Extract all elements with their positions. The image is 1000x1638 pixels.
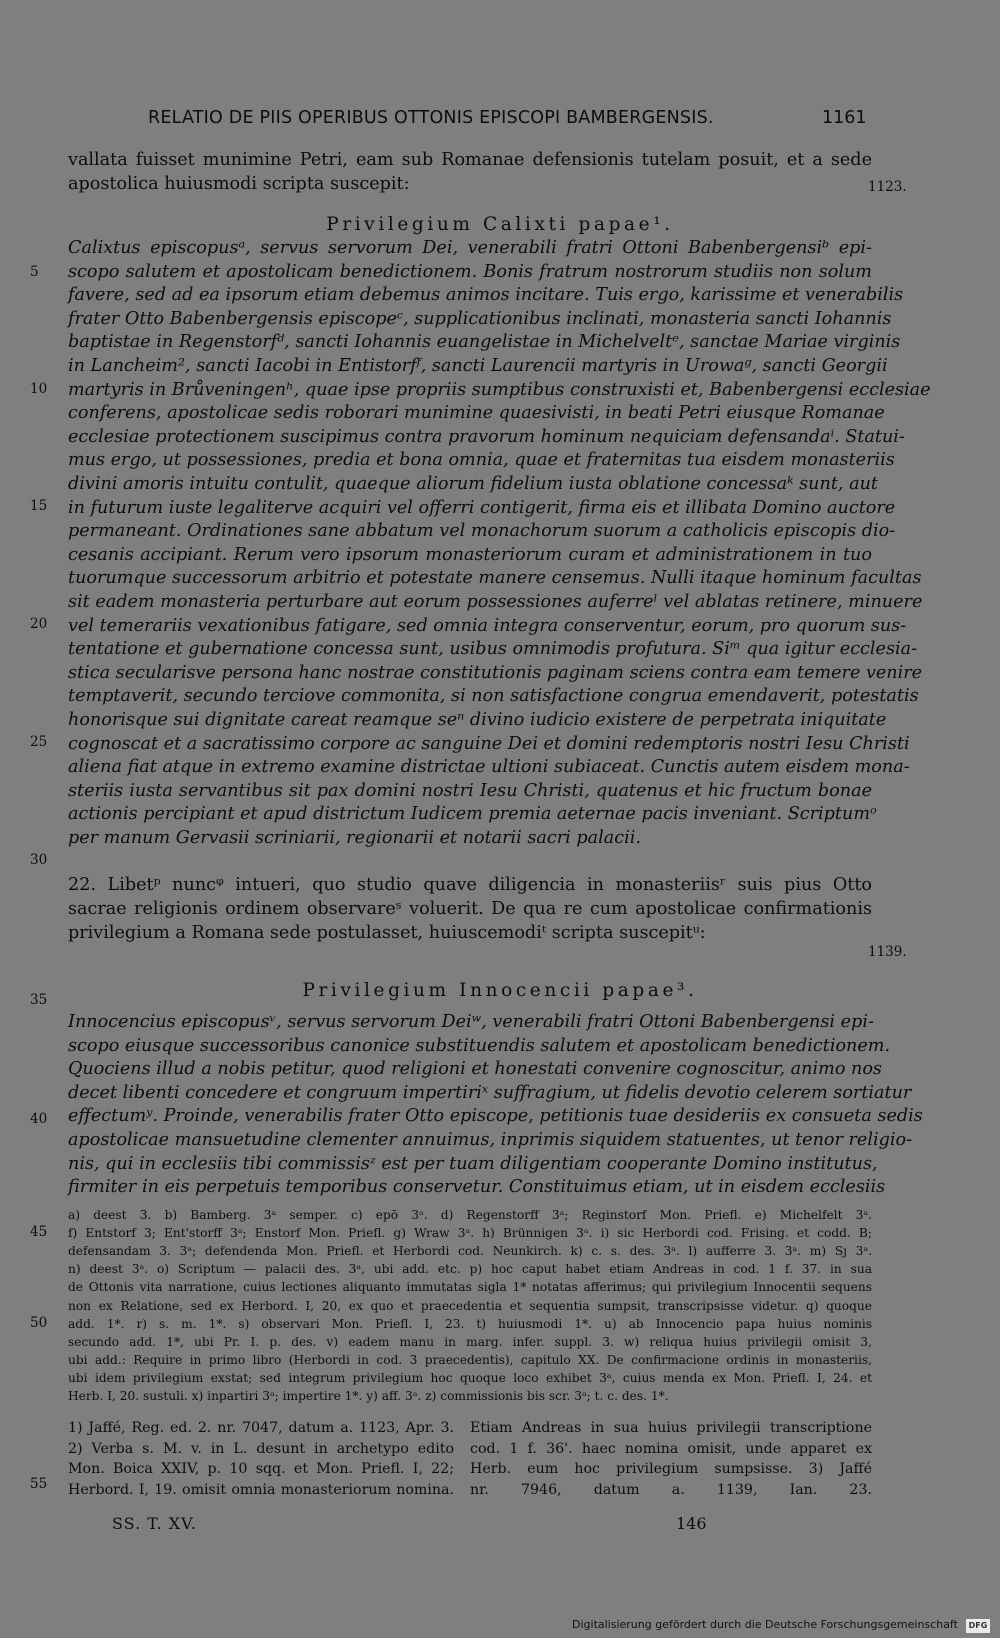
main-text-line: vallata fuisset munimine Petri, eam sub Romanae defensionis tutelam posuit, et a sede (68, 150, 872, 170)
footnote-left-line: Mon. Boica XXIV, p. 10 sqq. et Mon. Priefl. I, 22; (68, 1461, 454, 1477)
signature-mark: SS. T. XV. (112, 1514, 197, 1533)
privilege-text-line: in Lancheim², sancti Iacobi in Entistorfᶠ, sancti Laurencii martyris in Urowaᵍ, sancti Georgii (68, 356, 888, 376)
line-number: 50 (30, 1315, 48, 1331)
privilege-text-line: favere, sed ad ea ipsorum etiam debemus animos incitare. Tuis ergo, karissime et venerabilis (68, 285, 904, 306)
privilege-text-line: scopo salutem et apostolicam benedictionem. Bonis fratrum nostrorum studiis non solum (68, 261, 872, 282)
footnote-right-line: nr. 7946, datum a. 1139, Ian. 23. (470, 1481, 872, 1498)
main-text-line: apostolica huiusmodi scripta suscepit: (68, 174, 410, 194)
dfg-logo: DFG (966, 1619, 990, 1633)
privilege-text-line: tentatione et gubernatione concessa sunt, usibus omnimodis profutura. Siᵐ qua igitur ecclesia- (68, 639, 918, 660)
running-header-title: RELATIO DE PIIS OPERIBUS OTTONIS EPISCOPI BAMBERGENSIS. (148, 108, 714, 128)
digitization-note: Digitalisierung gefördert durch die Deutsche Forschungsgemeinschaft (572, 1618, 958, 1631)
privilege-text-line: baptistae in Regenstorfᵈ, sancti Iohannis euangelistae in Michelveltᵉ, sanctae Mariae virginis (68, 332, 901, 353)
critical-apparatus-line: defensandam 3. 3ᵃ; defendenda Mon. Priefl. et Herbordi cod. Neunkirch. k) c. s. des. 3ᵃ. l) aufferre 3. 3ᵃ. m) Sȷ 3ᵃ. (68, 1244, 872, 1259)
running-header-page-number: 1161 (822, 108, 867, 128)
privilege-text-line: sit eadem monasteria perturbare aut eorum possessiones auferreˡ vel ablatas retinere, minuere (68, 592, 923, 612)
line-number: 45 (30, 1224, 48, 1240)
privilege-text-line: tuorumque successorum arbitrio et potestate manere censemus. Nulli itaque hominum facultas (68, 568, 922, 589)
footnote-right-line: Herb. eum hoc privilegium sumpsisse. 3) Jaffé (470, 1461, 872, 1477)
critical-apparatus-line: ubi add.: Require in primo libro (Herbordi in cod. 3 praecedentis), capitulo XX. De confirmacione ordinis in monasteriis, (68, 1352, 872, 1367)
line-number: 40 (30, 1111, 48, 1127)
privilege-text-line: divini amoris intuitu contulit, quaeque aliorum fidelium iusta oblatione concessaᵏ sunt, aut (68, 474, 878, 494)
critical-apparatus-line: secundo add. 1*, ubi Pr. I. p. des. v) eadem manu in marg. infer. suppl. 3. w) reliqua huius privilegii omisit 3, (68, 1334, 872, 1349)
privilege-text-line: Innocencius episcopusᵛ, servus servorum Deiʷ, venerabili fratri Ottoni Babenbergensi epi- (68, 1012, 874, 1032)
footnote-right-line: Etiam Andreas in sua huius privilegii transcriptione (470, 1420, 872, 1436)
paragraph-22-line: 22. Libetᵖ nuncᵠ intueri, quo studio quave diligencia in monasteriisʳ suis pius Otto (68, 875, 872, 895)
privilege-text-line: honorisque sui dignitate careat reamque seⁿ divino iudicio existere de perpetrata iniquitate (68, 710, 887, 730)
privilege-text-line: martyris in Brůveningenʰ, quae ipse propriis sumptibus construxisti et, Babenbergensi ecclesiae (68, 379, 931, 400)
privilege-text-line: scopo eiusque successoribus canonice substituendis salutem et apostolicam benedictionem. (68, 1035, 891, 1056)
line-number: 5 (30, 264, 39, 280)
privilege-heading: Privilegium Calixti papae¹. (326, 214, 674, 235)
privilege-text-line: conferens, apostolicae sedis roborari munimine quaesivisti, in beati Petri eiusque Romanae (68, 403, 885, 424)
line-number: 25 (30, 734, 48, 750)
privilege-heading: Privilegium Innocencii papae³. (302, 980, 698, 1001)
privilege-text-line: apostolicae mansuetudine clementer annuimus, inprimis siquidem statuentes, ut tenor religio- (68, 1130, 913, 1150)
line-number: 30 (30, 852, 48, 868)
privilege-text-line: steriis iusta servantibus sit pax domini nostri Iesu Christi, quatenus et hic fructum bonae (68, 780, 872, 801)
footnote-left-line: 1) Jaffé, Reg. ed. 2. nr. 7047, datum a. 1123, Apr. 3. (68, 1420, 454, 1436)
footnote-right-line: cod. 1 f. 36'. haec nomina omisit, unde apparet ex (470, 1440, 872, 1457)
critical-apparatus-line: add. 1*. r) s. m. 1*. s) observari Mon. Priefl. I, 23. t) huiusmodi 1*. u) ab Innocencio papa huius nominis (68, 1316, 872, 1331)
privilege-text-line: decet libenti concedere et congruum impertiriˣ suffragium, ut fidelis devotio celerem sortiatur (68, 1082, 912, 1103)
privilege-text-line: Quociens illud a nobis petitur, quod religioni et honestati convenire cognoscitur, animo nos (68, 1059, 882, 1080)
page-number: 146 (676, 1514, 707, 1533)
privilege-text-line: frater Otto Babenbergensis episcopeᶜ, supplicationibus inclinati, monasteria sancti Iohannis (68, 308, 892, 329)
line-number: 55 (30, 1476, 48, 1492)
privilege-text-line: cesanis accipiant. Rerum vero ipsorum monasteriorum curam et administrationem in tuo (68, 544, 872, 565)
critical-apparatus-line: n) deest 3ᵃ. o) Scriptum — palacii des. 3ᵃ, ubi add. etc. p) hoc caput habet etiam Andreas in cod. 1 f. 37. in sua (68, 1262, 872, 1277)
footnote-left-line: 2) Verba s. M. v. in L. desunt in archetypo edito (68, 1440, 454, 1457)
privilege-text-line: vel temerariis vexationibus fatigare, sed omnia integra conserventur, eorum, pro quorum sus- (68, 615, 907, 636)
privilege-text-line: mus ergo, ut possessiones, predia et bona omnia, quae et fraternitas tua eisdem monasteriis (68, 450, 895, 471)
privilege-text-line: per manum Gervasii scriniarii, regionarii et notarii sacri palacii. (68, 828, 641, 848)
privilege-text-line: permaneant. Ordinationes sane abbatum vel monachorum suorum a catholicis episcopis dio- (68, 521, 896, 542)
paragraph-22-line: privilegium a Romana sede postulasset, huiuscemodiᵗ scripta suscepitᵘ: (68, 923, 706, 943)
critical-apparatus-line: f) Entstorf 3; Ent'storff 3ᵃ; Enstorf Mon. Priefl. g) Wraw 3ᵃ. h) Brünnigen 3ᵃ. i) sic Herbordi cod. Frising. et codd. B; (68, 1226, 872, 1241)
line-number: 10 (30, 381, 48, 397)
privilege-text-line: stica secularisve persona hanc nostrae constitutionis paginam sciens contra eam temere venire (68, 662, 923, 683)
margin-date: 1139. (868, 944, 907, 960)
critical-apparatus-line: Herb. I, 20. sustuli. x) inpartiri 3ᵃ; impertire 1*. y) aff. 3ᵃ. z) commissionis bis scr. 3ᵃ; t. c. des. 1*. (68, 1389, 669, 1403)
privilege-text-line: in futurum iuste legaliterve acquiri vel offerri contigerit, firma eis et illibata Domino auctore (68, 497, 896, 518)
privilege-text-line: cognoscat et a sacratissimo corpore ac sanguine Dei et domini redemptoris nostri Iesu Christi (68, 733, 910, 754)
privilege-text-line: aliena fiat atque in extremo examine districtae ultioni subiaceat. Cunctis autem eisdem mona- (68, 757, 910, 778)
paragraph-22-line: sacrae religionis ordinem observareˢ voluerit. De qua re cum apostolicae confirmationis (68, 899, 872, 919)
line-number: 15 (30, 498, 48, 514)
privilege-text-line: nis, qui in ecclesiis tibi commissisᶻ est per tuam diligentiam cooperante Domino institutus, (68, 1153, 878, 1174)
critical-apparatus-line: de Ottonis vita narratione, cuius lectiones aliquanto immutatas sigla 1* notatas afferimus; qui privilegium Innocentii sequens (68, 1280, 872, 1295)
line-number: 20 (30, 616, 48, 632)
privilege-text-line: firmiter in eis perpetuis temporibus conservetur. Constituimus etiam, ut in eisdem ecclesiis (68, 1177, 886, 1198)
privilege-text-line: actionis percipiant et apud districtum Iudicem premia aeternae pacis inveniant. Scriptumᵒ (68, 804, 877, 825)
privilege-text-line: effectumʸ. Proinde, venerabilis frater Otto episcope, petitionis tuae desideriis ex consueta sedis (68, 1106, 923, 1127)
privilege-text-line: temptaverit, secundo terciove commonita, si non satisfactione congrua emendaverit, potestatis (68, 686, 919, 707)
margin-date: 1123. (868, 179, 907, 195)
critical-apparatus-line: a) deest 3. b) Bamberg. 3ᵃ semper. c) epō 3ᵃ. d) Regenstorff 3ᵃ; Reginstorf Mon. Priefl. e) Michelfelt 3ᵃ. (68, 1208, 872, 1222)
privilege-text-line: ecclesiae protectionem suscipimus contra pravorum hominum nequiciam defensandaⁱ. Statui- (68, 426, 905, 447)
line-number: 35 (30, 992, 48, 1008)
footnote-left-line: Herbord. I, 19. omisit omnia monasteriorum nomina. (68, 1481, 454, 1498)
critical-apparatus-line: non ex Relatione, sed ex Herbord. I, 20, ex quo et praecedentia et sequentia sumpsit, transcripsisse videtur. q) quoque (68, 1298, 872, 1313)
critical-apparatus-line: ubi idem privilegium exstat; sed integrum privilegium hoc quoque loco exhibet 3ᵃ, cuius menda ex Mon. Priefl. I, 24. et (68, 1370, 872, 1385)
privilege-text-line: Calixtus episcopusᵃ, servus servorum Dei, venerabili fratri Ottoni Babenbergensiᵇ epi- (68, 238, 872, 258)
